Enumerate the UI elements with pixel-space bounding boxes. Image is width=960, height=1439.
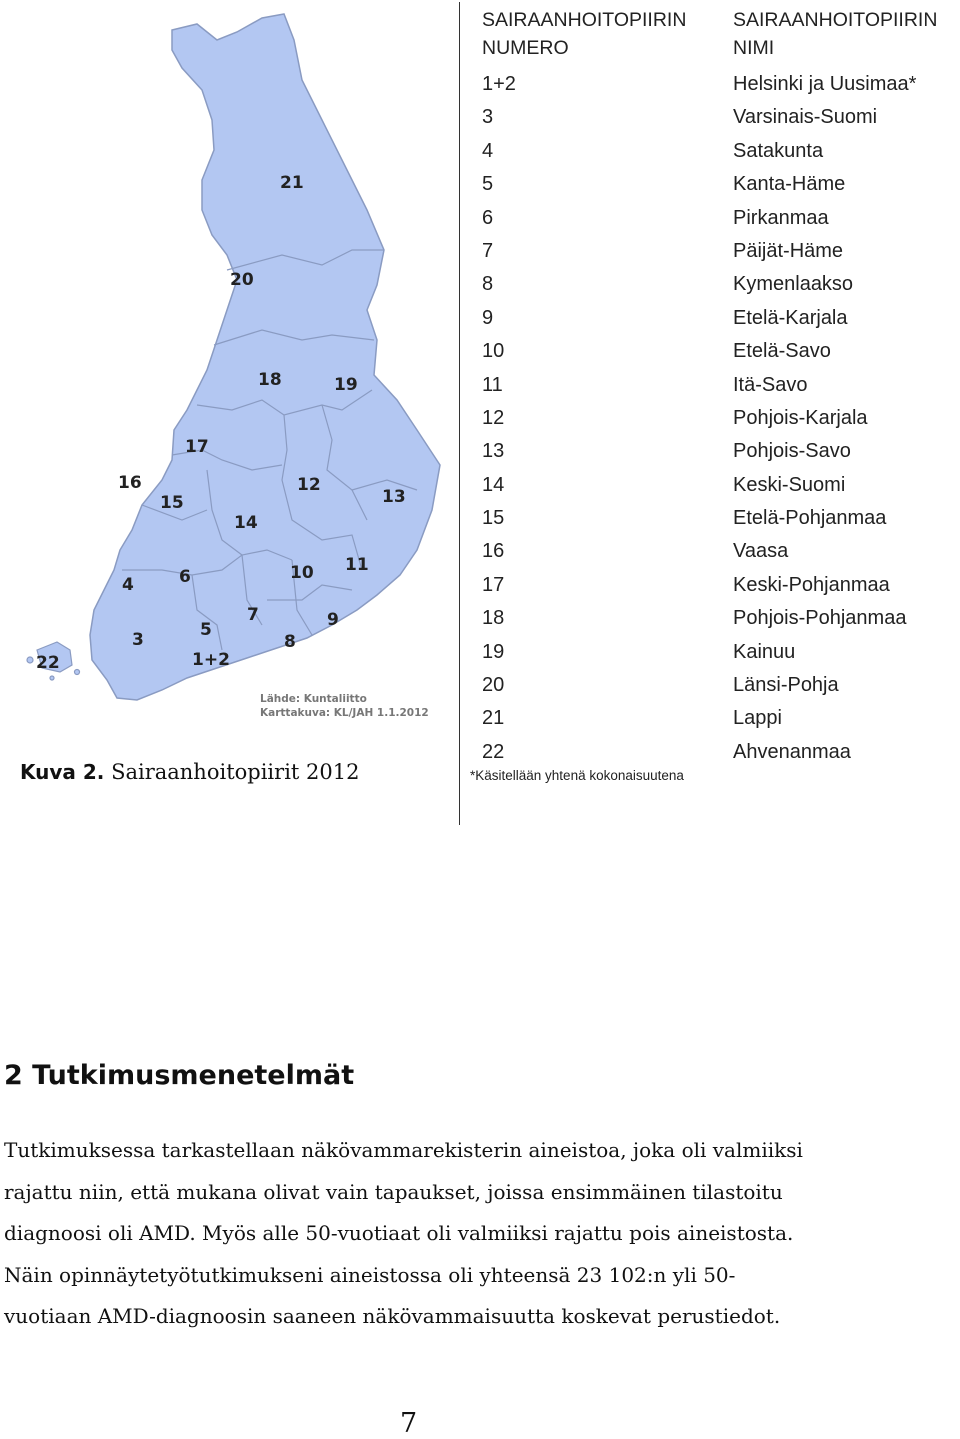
region-label: 15 — [160, 493, 184, 513]
region-label: 10 — [290, 563, 314, 583]
district-number: 16 — [482, 540, 505, 563]
map-source-line2: Karttakuva: KL/JAH 1.1.2012 — [260, 707, 429, 719]
district-name: Päijät-Häme — [733, 239, 844, 262]
district-name: Helsinki ja Uusimaa* — [733, 73, 917, 95]
table-row — [482, 335, 960, 368]
district-number: 19 — [482, 640, 505, 663]
district-number: 17 — [482, 573, 505, 596]
district-name: Etelä-Pohjanmaa — [733, 507, 887, 530]
district-number: 12 — [482, 406, 505, 429]
district-name: Ahvenanmaa — [733, 740, 851, 763]
district-name: Pohjois-Savo — [733, 440, 851, 463]
region-label: 3 — [132, 630, 144, 650]
region-label: 1+2 — [192, 650, 230, 670]
caption-prefix: Kuva 2. — [20, 760, 105, 784]
figure-caption — [20, 760, 359, 784]
table-row — [482, 502, 960, 535]
table-row — [482, 702, 960, 735]
paragraph-line: vuotiaan AMD-diagnoosin saaneen näkövammaisuutta koskevat perustiedot. — [4, 1304, 781, 1328]
region-label: 20 — [230, 270, 254, 290]
district-name: Itä-Savo — [733, 373, 808, 396]
table-row — [482, 369, 960, 402]
district-number: 22 — [482, 740, 505, 763]
paragraph-line: Tutkimuksessa tarkastellaan näkövammarekisterin aineistoa, joka oli valmiiksi — [4, 1138, 803, 1162]
table-row — [482, 101, 960, 134]
table-row — [482, 736, 960, 769]
header-name-text: SAIRAANHOITOPIIRIN NIMI — [733, 9, 938, 59]
table-row — [482, 302, 960, 335]
district-name: Kymenlaakso — [733, 273, 854, 296]
district-name: Etelä-Savo — [733, 340, 831, 363]
region-label: 18 — [258, 370, 282, 390]
region-label: 19 — [334, 375, 358, 395]
region-label: 22 — [36, 653, 60, 673]
region-label: 7 — [247, 605, 259, 625]
section-paragraph — [4, 1130, 934, 1338]
region-label: 9 — [327, 610, 339, 630]
map-svg — [22, 10, 447, 725]
caption-text: Sairaanhoitopiirit 2012 — [104, 760, 360, 784]
district-number: 10 — [482, 340, 505, 363]
region-label: 12 — [297, 475, 321, 495]
district-name: Kanta-Häme — [733, 173, 846, 196]
table-row — [482, 402, 960, 435]
table-row — [482, 135, 960, 168]
district-name: Pohjois-Karjala — [733, 406, 868, 429]
table-row — [482, 435, 960, 468]
table-row — [482, 202, 960, 235]
district-name: Kainuu — [733, 640, 796, 663]
district-number: 7 — [482, 239, 494, 262]
mainland-shape — [90, 14, 440, 700]
district-number: 1+2 — [482, 73, 516, 95]
district-name: Pirkanmaa — [733, 206, 829, 229]
district-table — [482, 68, 960, 769]
section-heading: 2 Tutkimusmenetelmät — [4, 1060, 355, 1091]
district-name: Lappi — [733, 707, 782, 730]
district-number: 5 — [482, 173, 494, 196]
district-name: Satakunta — [733, 139, 824, 162]
region-label: 13 — [382, 487, 406, 507]
paragraph-line: diagnoosi oli AMD. Myös alle 50-vuotiaat oli valmiiksi rajattu pois aineistosta. — [4, 1221, 794, 1245]
district-name: Etelä-Karjala — [733, 306, 848, 329]
page-number: 7 — [400, 1408, 418, 1439]
region-label: 21 — [280, 173, 304, 193]
district-name: Pohjois-Pohjanmaa — [733, 607, 907, 630]
district-number: 4 — [482, 139, 494, 162]
district-number: 15 — [482, 507, 505, 530]
table-row — [482, 168, 960, 201]
paragraph-line: Näin opinnäytetyötutkimukseni aineistossa oli yhteensä 23 102:n yli 50- — [4, 1262, 736, 1287]
region-label: 8 — [284, 632, 296, 652]
header-number-text: SAIRAANHOITOPIIRIN NUMERO — [482, 9, 687, 59]
district-number: 8 — [482, 273, 494, 296]
table-row — [482, 68, 960, 101]
region-label: 14 — [234, 513, 258, 533]
region-label: 17 — [185, 437, 209, 457]
table-divider-line — [459, 2, 460, 825]
district-number: 11 — [482, 373, 503, 396]
table-row — [482, 569, 960, 602]
header-name — [733, 6, 958, 62]
district-name: Keski-Pohjanmaa — [733, 573, 890, 596]
district-number: 13 — [482, 440, 505, 463]
district-number: 14 — [482, 473, 505, 496]
region-label: 4 — [122, 575, 134, 595]
table-row — [482, 669, 960, 702]
district-number: 18 — [482, 607, 505, 630]
region-label: 6 — [179, 567, 191, 587]
finland-map — [22, 10, 447, 725]
table-row — [482, 636, 960, 669]
map-source-line1: Lähde: Kuntaliitto — [260, 693, 367, 705]
paragraph-line: rajattu niin, että mukana olivat vain tapaukset, joissa ensimmäinen tilastoitu — [4, 1179, 783, 1204]
table-row — [482, 602, 960, 635]
district-number: 6 — [482, 206, 494, 229]
table-row — [482, 235, 960, 268]
district-number: 21 — [482, 707, 505, 730]
table-row — [482, 268, 960, 301]
district-number: 9 — [482, 306, 494, 329]
region-label: 16 — [118, 473, 142, 493]
district-name: Keski-Suomi — [733, 473, 846, 496]
region-label: 11 — [345, 555, 369, 575]
district-name: Vaasa — [733, 540, 789, 563]
district-name: Varsinais-Suomi — [733, 106, 878, 129]
district-number: 3 — [482, 106, 494, 129]
header-number — [482, 6, 687, 62]
table-footnote: *Käsitellään yhtenä kokonaisuutena — [470, 768, 684, 783]
district-number: 20 — [482, 674, 505, 697]
table-row — [482, 535, 960, 568]
region-label: 5 — [200, 620, 212, 640]
table-row — [482, 469, 960, 502]
district-name: Länsi-Pohja — [733, 674, 839, 697]
